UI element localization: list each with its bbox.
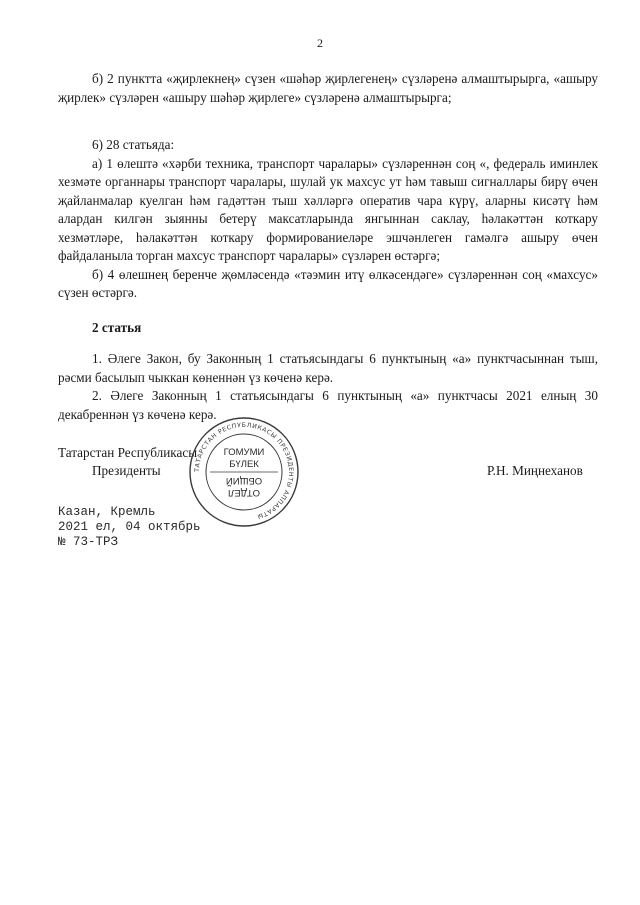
signatory-title-line-1: Татарстан Республикасы: [58, 445, 198, 460]
article-2-heading: 2 статья: [92, 320, 142, 335]
issue-place: Казан, Кремль: [58, 505, 156, 519]
article-2-body: [58, 350, 598, 424]
signatory-title-line-2: Президенты: [92, 463, 161, 478]
issue-date: 2021 ел, 04 октябрь: [58, 520, 201, 534]
article-28-amendments: [58, 136, 598, 303]
official-stamp: [188, 416, 300, 528]
page-number: 2: [317, 36, 323, 50]
stamp-center-line-1: ГОМУМИ: [223, 447, 265, 458]
paragraph-article-28-intro: 6) 28 статьяда:: [92, 137, 175, 152]
stamp-ring-text: ТАТАРСТАН РЕСПУБЛИКАСЫ ПРЕЗИДЕНТЫ АППАРАТЫ: [193, 421, 295, 521]
paragraph-b-point-2: б) 2 пунктта «җирлекнең» сүзен «шәһәр җирлегенең» сүзләренә алмаштырырга, «ашыру җирлек» сүзләрен «ашыру шәһәр җирлеге» сүзләренә алмаштырырга;: [58, 71, 598, 105]
stamp-center-line-3: ОТДЕЛ: [228, 487, 260, 498]
paragraph-article-28-b: б) 4 өлешнең беренче җөмләсендә «тәэмин итү өлкәсендәге» сүзләреннән соң «махсус» сүзен өстәргә.: [58, 266, 598, 300]
law-number: № 73-ТРЗ: [58, 535, 119, 549]
paragraph-article-28-a: а) 1 өлештә «хәрби техника, транспорт чаралары» сүзләреннән соң «, федераль иминлек хезмәте органнары транспорт чаралары, шулай ук махсус ут һәм тавыш сигналлары бирү өчен җайланмалар куелган һәм гадәттән тыш хәлләргә оператив чара күрү, аларны кисәтү һәм алардан килгән зыянны бетерү максатларында янгыннан саклау, һәлакәттән коткару хезмәтләре, һәлакәттән коткару формированиеләре эшчәнлеген гамәлгә ашыру өчен файдаланыла торган махсус транспорт чаралары» сүзләрен өстәргә;: [58, 155, 598, 263]
article-2-paragraph-2: 2. Әлеге Законның 1 статьясындагы 6 пунктының «а» пунктчасы 2021 елның 30 декабреннән үз көченә керә.: [58, 388, 598, 422]
stamp-center-line-4: ОБЩИЙ: [225, 475, 263, 486]
svg-text:ТАТАРСТАН РЕСПУБЛИКАСЫ ПРЕЗИДЕ: [194, 422, 294, 520]
signatory-name: Р.Н. Миңнеханов: [487, 463, 583, 478]
amendment-item-b-point-2: [58, 70, 598, 107]
stamp-center-line-2: БҮЛЕК: [229, 459, 259, 470]
article-2-paragraph-1: 1. Әлеге Закон, бу Законның 1 статьясындагы 6 пунктының «а» пунктчасыннан тыш, рәсми басылып чыккан көненнән үз көченә керә.: [58, 351, 598, 385]
